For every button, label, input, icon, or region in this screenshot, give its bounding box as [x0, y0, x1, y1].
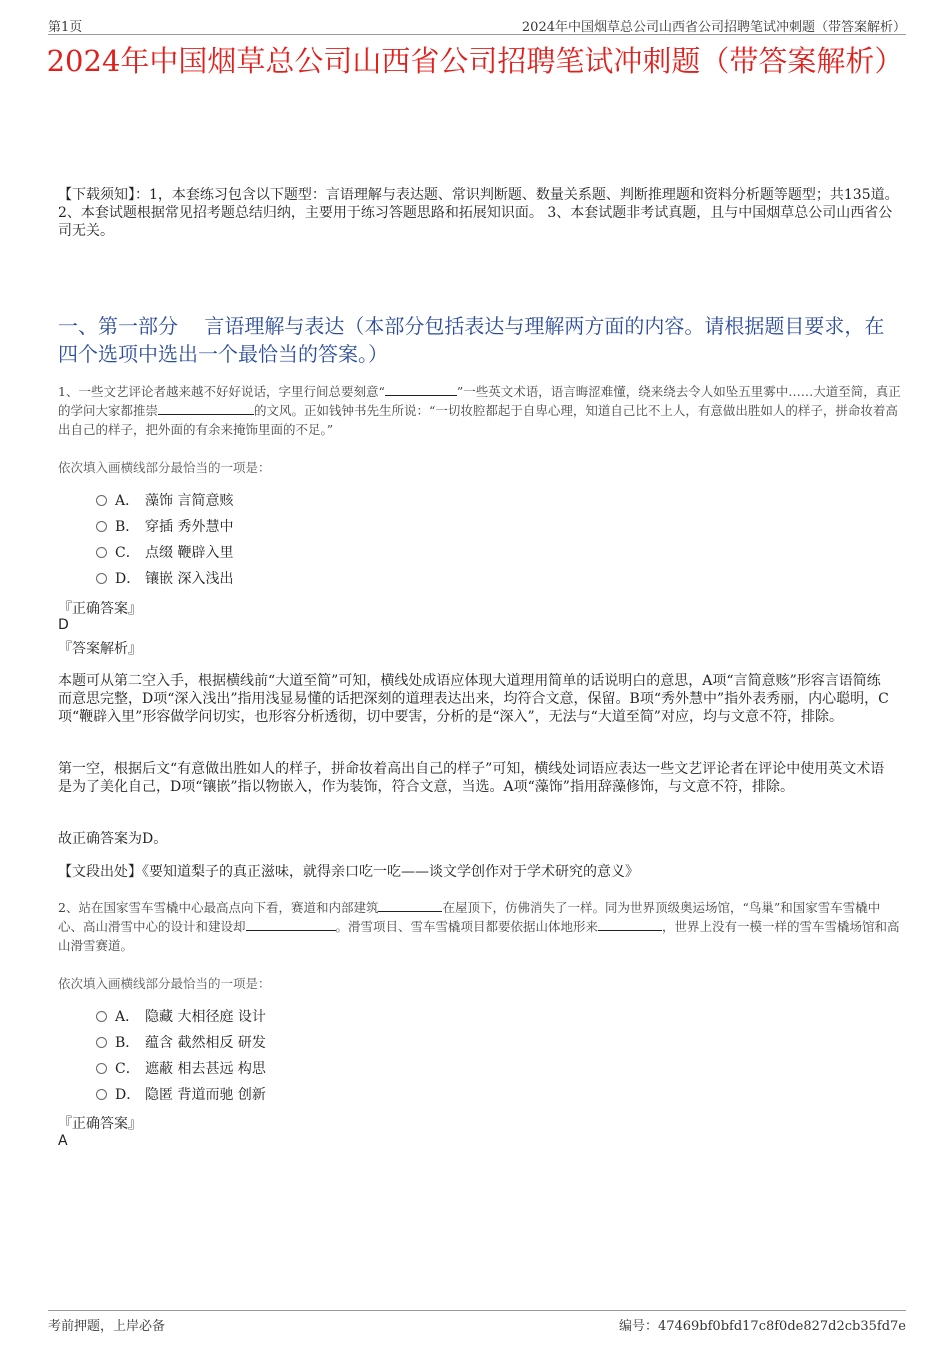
download-notice: 【下载须知】：1，本套练习包含以下题型：言语理解与表达题、常识判断题、数量关系题、判断推理题和资料分析题等题型；共135道。 2、本套试题根据常见招考题总结归纳，主要用于练习答题思路和拓展知识面。 3、本套试题非考试真题，且与中国烟草总公司山西省公司无关。	[58, 187, 899, 239]
q2-correct-label: 『正确答案』	[58, 1116, 142, 1132]
header-doc-title: 2024年中国烟草总公司山西省公司招聘笔试冲刺题（带答案解析）	[521, 20, 906, 35]
radio-icon[interactable]	[96, 1011, 107, 1022]
q2-text-part-c: 。滑雪项目、雪车雪橇项目都要依据山体地形来	[335, 919, 599, 934]
q2-option-d[interactable]	[96, 1085, 266, 1105]
page-number: 第1页	[48, 20, 83, 35]
radio-icon[interactable]	[96, 1037, 107, 1048]
document-title: 2024年中国烟草总公司山西省公司招聘笔试冲刺题（带答案解析）	[46, 44, 904, 78]
footer-slogan: 考前押题，上岸必备	[48, 1319, 166, 1334]
option-text: 镶嵌 深入浅出	[145, 571, 234, 587]
radio-icon[interactable]	[96, 1089, 107, 1100]
option-letter: A．	[115, 493, 140, 509]
option-letter: B．	[115, 1035, 140, 1051]
section-heading: 一、第一部分 言语理解与表达（本部分包括表达与理解两方面的内容。请根据题目要求，在四个选项中选出一个最恰当的答案。）	[58, 314, 885, 366]
option-letter: B．	[115, 519, 140, 535]
option-text: 蕴含 截然相反 研发	[145, 1035, 266, 1051]
q1-analysis-paragraph-2: 第一空，根据后文“有意做出胜如人的样子，拼命妆着高出自己的样子”可知，横线处词语应表达一些文艺评论者在评论中使用英文术语是为了美化自己，D项“镶嵌”指以物嵌入，作为装饰，符合文意，当选。A项“藻饰”指用辞藻修饰，与文意不符，排除。	[58, 761, 885, 795]
q2-blank-3	[598, 918, 662, 931]
q1-correct-answer: D	[58, 617, 69, 633]
radio-icon[interactable]	[96, 1063, 107, 1074]
q1-option-d[interactable]	[96, 569, 233, 589]
option-letter: A．	[115, 1009, 140, 1025]
q1-text-part-a: 1、一些文艺评论者越来越不好好说话，字里行间总要刻意“	[58, 384, 385, 399]
option-text: 隐匿 背道而驰 创新	[145, 1087, 266, 1103]
option-letter: D．	[115, 1087, 141, 1103]
q2-text-part-a: 2、站在国家雪车雪橇中心最高点向下看，赛道和内部建筑	[58, 900, 379, 915]
page-header	[48, 14, 906, 35]
q2-prompt: 依次填入画横线部分最恰当的一项是：	[58, 976, 271, 991]
radio-icon[interactable]	[96, 573, 107, 584]
q1-source: 【文段出处】《要知道梨子的真正滋味，就得亲口吃一吃——谈文学创作对于学术研究的意义》	[58, 864, 639, 880]
option-text: 遮蔽 相去甚远 构思	[145, 1061, 266, 1077]
document-id: 编号：47469bf0bfd17c8f0de827d2cb35fd7e	[618, 1319, 906, 1334]
q1-analysis-paragraph-1: 本题可从第二空入手，根据横线前“大道至简”可知，横线处成语应体现大道理用简单的话说明白的意思，A项“言简意赅”形容言语简练而意思完整，D项“深入浅出”指用浅显易懂的话把深刻的道理表达出来，均符合文意，保留。B项“秀外慧中”指外表秀丽，内心聪明，C项“鞭辟入里”形容做学问切实，也形容分析透彻，切中要害，分析的是“深入”，无法与“大道至简”对应，均与文意不符，排除。	[58, 673, 889, 725]
q1-text-part-b: ”一些英文术语，语言晦涩难懂，绕来绕去令人如坠五里雾中……大道至简，真正的学问大家都推崇	[58, 384, 901, 418]
option-text: 穿插 秀外慧中	[145, 519, 234, 535]
q1-option-c[interactable]	[96, 543, 233, 563]
question-1-stem	[58, 382, 902, 439]
radio-icon[interactable]	[96, 547, 107, 558]
radio-icon[interactable]	[96, 495, 107, 506]
q1-text-part-c: 的文风。正如钱钟书先生所说：“一切妆腔都起于自卑心理，知道自己比不上人，有意做出胜如人的样子，拼命妆着高出自己的样子，把外面的有余来掩饰里面的不足。”	[58, 403, 898, 437]
q1-prompt: 依次填入画横线部分最恰当的一项是：	[58, 460, 271, 475]
q2-blank-1	[378, 899, 442, 912]
option-text: 隐藏 大相径庭 设计	[145, 1009, 266, 1025]
option-text: 藻饰 言简意赅	[145, 493, 234, 509]
q2-option-c[interactable]	[96, 1059, 266, 1079]
q2-text-part-b: 在屋顶下，仿佛消失了一样。同为世界顶级奥运场馆，“鸟巢”和国家雪车雪橇中心、高山滑雪中心的设计和建设却	[58, 900, 881, 934]
q2-option-a[interactable]	[96, 1007, 266, 1027]
page-footer	[48, 1310, 906, 1334]
q1-option-b[interactable]	[96, 517, 233, 537]
q1-option-a[interactable]	[96, 491, 233, 511]
q1-blank-2	[158, 402, 254, 415]
q2-correct-answer: A	[58, 1133, 68, 1149]
q2-blank-2	[246, 918, 336, 931]
q1-conclusion: 故正确答案为D。	[58, 831, 168, 847]
option-letter: C．	[115, 1061, 140, 1077]
q2-option-b[interactable]	[96, 1033, 266, 1053]
radio-icon[interactable]	[96, 521, 107, 532]
option-letter: C．	[115, 545, 140, 561]
q1-correct-label: 『正确答案』	[58, 601, 142, 617]
q1-analysis-label: 『答案解析』	[58, 641, 142, 657]
option-text: 点缀 鞭辟入里	[145, 545, 234, 561]
q1-blank-1	[385, 383, 457, 396]
option-letter: D．	[115, 571, 141, 587]
question-2-stem	[58, 898, 902, 955]
q2-text-part-d: ，世界上没有一模一样的雪车雪橇场馆和高山滑雪赛道。	[58, 919, 900, 953]
